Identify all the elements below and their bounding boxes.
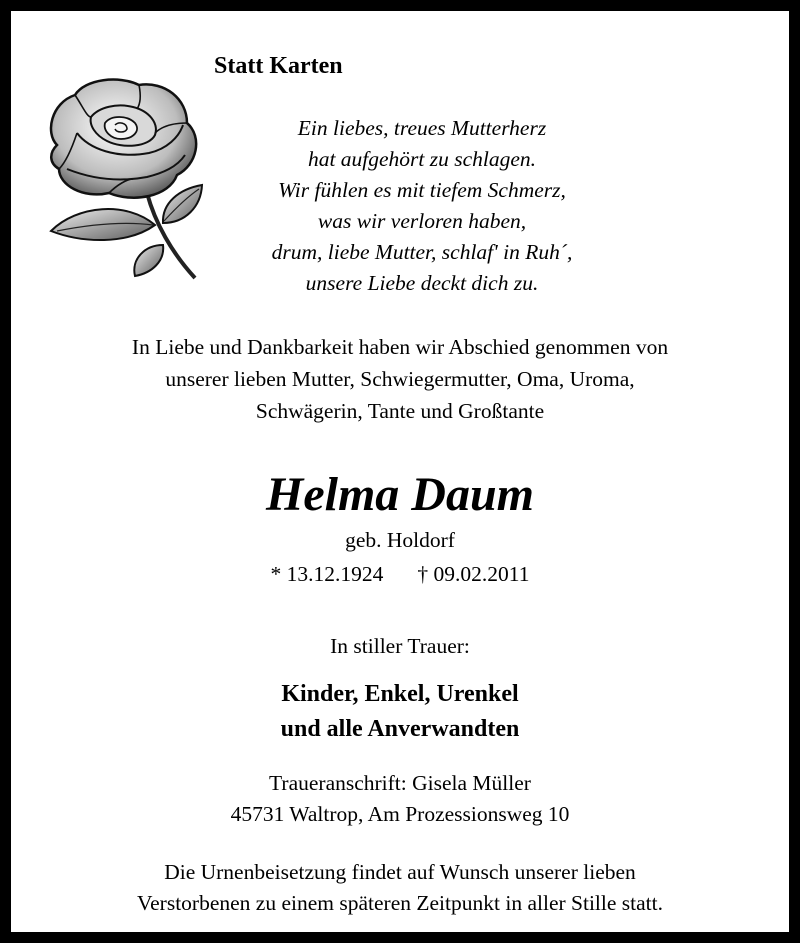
burial-note [11, 857, 789, 919]
survivors [11, 677, 789, 747]
poem-line: Wir fühlen es mit tiefem Schmerz, [278, 178, 566, 202]
survivors-line: Kinder, Enkel, Urenkel [281, 681, 519, 707]
poem-line: unsere Liebe deckt dich zu. [305, 271, 539, 295]
life-dates [11, 559, 789, 589]
survivors-line: und alle Anverwandten [280, 716, 520, 742]
header-statt-karten: Statt Karten [214, 53, 343, 79]
death-date: † 09.02.2011 [417, 562, 530, 586]
address-line: Traueranschrift: Gisela Müller [269, 771, 531, 795]
mourning-label: In stiller Trauer: [330, 634, 470, 658]
deceased-name: Helma Daum [265, 468, 534, 521]
maiden-name: geb. Holdorf [345, 528, 455, 552]
poem-line: was wir verloren haben, [317, 209, 527, 233]
rose-illustration [37, 73, 209, 285]
poem-line: Ein liebes, treues Mutterherz [297, 116, 547, 140]
intro-text [11, 331, 789, 427]
intro-line: unserer lieben Mutter, Schwiegermutter, Oma, Uroma, [165, 367, 635, 391]
mourning-address [11, 768, 789, 830]
birth-date: * 13.12.1924 [270, 562, 384, 586]
intro-line: Schwägerin, Tante und Großtante [255, 399, 545, 423]
poem-line: drum, liebe Mutter, schlaf' in Ruh´, [271, 240, 573, 264]
intro-line: In Liebe und Dankbarkeit haben wir Abschied genommen von [131, 335, 669, 359]
poem-line: hat aufgehört zu schlagen. [307, 147, 537, 171]
address-line: 45731 Waltrop, Am Prozessionsweg 10 [230, 802, 570, 826]
note-line: Die Urnenbeisetzung findet auf Wunsch unserer lieben [164, 860, 636, 884]
note-line: Verstorbenen zu einem späteren Zeitpunkt in aller Stille statt. [137, 891, 663, 915]
poem [221, 113, 623, 299]
